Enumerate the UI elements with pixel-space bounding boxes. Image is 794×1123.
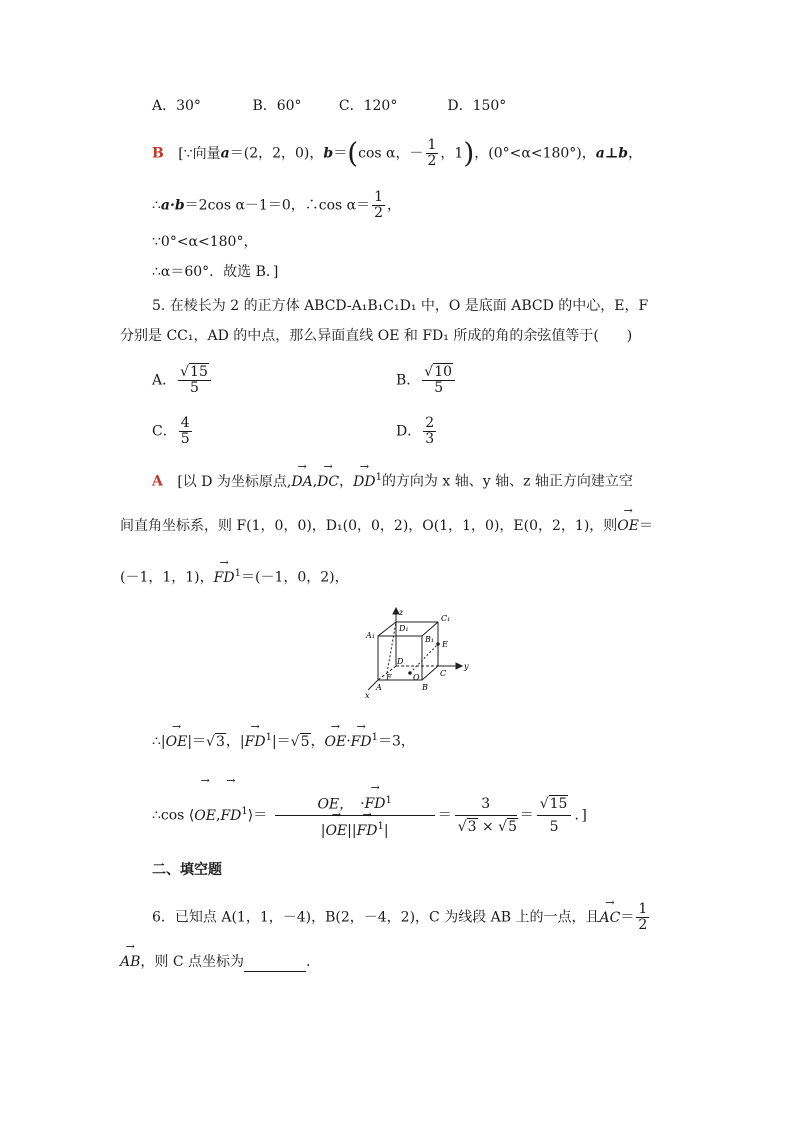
label-y: y (464, 662, 469, 671)
fraction (423, 416, 436, 447)
text: ， (339, 473, 354, 490)
label: D． (396, 423, 422, 440)
vector-OE: → OE (617, 516, 639, 536)
text: ， (310, 733, 325, 750)
text: cos α，－ (358, 145, 424, 162)
numerator: 3 (455, 793, 517, 816)
q5-option-b (396, 365, 457, 396)
vector-DA: → DA (291, 472, 312, 492)
q5-solution-line1 (152, 468, 633, 492)
denominator (455, 816, 517, 838)
q5-solution-line2 (120, 516, 653, 536)
vector-FD1: → FD (245, 732, 266, 752)
text: |＝ (187, 733, 207, 750)
label-x: x (365, 691, 370, 700)
text: × (481, 819, 494, 836)
numerator: 1 (427, 137, 437, 153)
fraction-half (636, 902, 649, 933)
numerator (537, 793, 572, 816)
text: ＝ (620, 909, 635, 926)
label-B: B (422, 683, 428, 692)
text: , (312, 473, 318, 490)
denominator: 5 (190, 380, 199, 396)
sqrt-15: √15 (539, 796, 568, 813)
text: ， (387, 197, 402, 214)
q5-cosine-line (152, 782, 587, 846)
subscript: 1 (241, 806, 248, 817)
text: ，(0°<α<180°)， (474, 145, 596, 162)
q5-stem-line2: 分别是 CC₁，AD 的中点，那么异面直线 OE 和 FD₁ 所成的角的余弦值等于( ) (120, 328, 633, 344)
q5-option-c (152, 416, 194, 447)
label-F: F (386, 673, 392, 682)
subscript: 1 (377, 821, 384, 833)
text: . (306, 954, 311, 970)
label-z: z (399, 608, 404, 617)
label: C． (152, 423, 177, 440)
q5-stem-line1: 5. 在棱长为 2 的正方体 ABCD-A₁B₁C₁D₁ 中，O 是底面 ABCD 的中心，E，F (152, 298, 649, 314)
q4-option-a: A．30° (152, 98, 201, 114)
numerator: 4 (180, 415, 190, 431)
vector-FD1: → FD (351, 732, 372, 752)
text: ＝3， (377, 733, 415, 750)
edge-A1-D1 (378, 622, 396, 636)
q4-option-c: C．120° (338, 98, 398, 114)
text: ，| (225, 733, 245, 750)
text: ， (628, 145, 643, 162)
text: · (346, 733, 351, 750)
answer-blank[interactable] (244, 957, 306, 972)
q4-solution-line3: ∵0°<α<180°， (152, 234, 258, 250)
numerator (275, 790, 435, 817)
subscript: 1 (385, 794, 392, 806)
q6-stem-line1 (152, 902, 651, 933)
label-D: D (397, 657, 404, 666)
text: ＝ (519, 807, 534, 824)
vector-AC: → AC (600, 908, 621, 928)
vector-FD1: → FD (357, 820, 378, 842)
text: |＝ (271, 733, 291, 750)
edge-B-C (422, 666, 438, 680)
vector-OE: → OE (325, 820, 347, 842)
text: ＝ (437, 807, 452, 824)
text: ，则 C 点坐标为 (140, 954, 245, 970)
radicand: 3 (467, 819, 477, 836)
label-A1: A₁ (366, 631, 375, 640)
vector-DD1: → DD (353, 472, 375, 492)
radicand: 5 (508, 819, 518, 836)
fraction (179, 416, 192, 447)
radicand: 15 (190, 364, 208, 380)
q4-option-d: D．150° (447, 98, 507, 114)
denominator: 5 (180, 431, 190, 447)
vector-FD1: → FD (214, 568, 235, 588)
vector-OE: → OE (166, 732, 188, 752)
text: ⟩＝ (247, 807, 268, 824)
label-O: O (413, 673, 420, 682)
q5-option-a (152, 365, 213, 396)
radicand: 3 (215, 733, 225, 750)
label-E: E (442, 640, 448, 649)
label-A: A (376, 683, 382, 692)
text: | (320, 822, 326, 839)
sqrt-5: √5 (498, 819, 518, 836)
radicand: 15 (549, 796, 568, 813)
sqrt: √10 (424, 364, 453, 380)
point-E (436, 642, 440, 646)
q6-stem-line2 (120, 952, 310, 972)
subscript: 1 (375, 472, 382, 483)
denominator: 2 (638, 917, 648, 933)
text: (－1，1，1)， (120, 569, 214, 586)
vector-b: b (323, 145, 334, 162)
denominator: 3 (425, 431, 435, 447)
section-title: 二、填空题 (152, 862, 222, 878)
numerator: 2 (425, 415, 435, 431)
fraction (178, 365, 211, 396)
right-paren: ) (463, 136, 475, 170)
label: B． (396, 372, 421, 389)
vector-DC: → DC (317, 472, 339, 492)
text: ∴ (152, 197, 161, 214)
sqrt-3: √3 (457, 819, 477, 836)
text: ．] (574, 807, 587, 824)
q4-solution-line2 (152, 190, 401, 221)
text: [以 D 为坐标原点, (177, 473, 292, 490)
label-C: C (440, 669, 447, 678)
text: 间直角坐标系，则 F(1，0，0)，D₁(0，0，2)，O(1，1，0)，E(0，2，1)，则 (120, 518, 618, 534)
radicand: 5 (300, 733, 310, 750)
label-B1: B₁ (425, 635, 435, 644)
fraction-result (537, 793, 572, 838)
fraction-numeric (455, 793, 517, 838)
text: · (360, 796, 365, 813)
q5-result-line (152, 728, 415, 752)
text: 的方向为 x 轴、y 轴、z 轴正方向建立空 (381, 473, 633, 490)
dot-product: a·b (160, 197, 185, 214)
text: ＝2cos α－1＝0，∴cos α＝ (184, 197, 371, 214)
edge-B1-C1 (422, 622, 438, 636)
denominator: 5 (549, 819, 559, 836)
fraction-half (426, 138, 439, 169)
numerator: 1 (374, 189, 384, 205)
fraction-half (372, 190, 385, 221)
vector-FD1: → FD (220, 786, 241, 846)
q5-answer: A (152, 473, 163, 490)
q4-solution-line4: ∴α＝60°．故选 B．] (152, 264, 279, 280)
sqrt-5: √5 (290, 733, 310, 750)
text: ∴| (152, 733, 166, 750)
q4-solution-line1 (152, 138, 642, 169)
perp-condition: a⊥b (595, 145, 629, 162)
denominator: 2 (427, 153, 437, 169)
point-O (408, 671, 412, 675)
text: 6．已知点 A(1，1，－4)，B(2，－4，2)，C 为线段 AB 上的一点，且 (152, 909, 600, 926)
sqrt: √15 (180, 364, 208, 380)
vector-FD1: → FD (365, 793, 386, 815)
denominator: 2 (374, 205, 384, 221)
q4-answer: B (152, 145, 164, 162)
vector-AB: → AB (120, 952, 140, 972)
subscript: 1 (371, 732, 378, 743)
sqrt-3: √3 (206, 733, 225, 750)
text: ＝ (638, 518, 653, 534)
fraction (422, 365, 455, 396)
numerator: 1 (638, 901, 648, 917)
text: ＝(2，2，0)， (229, 145, 324, 162)
text: [∵向量 (178, 145, 221, 162)
label-C1: C₁ (441, 614, 451, 623)
left-paren: ( (347, 136, 359, 170)
segment-F-D1 (387, 622, 396, 673)
text: ∴cos ⟨ (152, 807, 195, 824)
text: ＝ (333, 145, 348, 162)
denominator (275, 816, 435, 842)
q5-option-d (396, 416, 438, 447)
q4-options (152, 96, 506, 116)
q4-option-b: B．60° (252, 98, 302, 114)
radicand: 10 (434, 364, 453, 380)
label: A． (152, 372, 177, 389)
subscript: 1 (265, 732, 272, 743)
text: ，1 (440, 145, 464, 162)
label-D1: D₁ (399, 624, 409, 633)
y-arrow (456, 663, 462, 669)
segment-O-E (410, 644, 438, 673)
denominator: 5 (434, 380, 444, 396)
vector-OE: → OE (325, 732, 347, 752)
cube-figure (362, 606, 502, 706)
text: || (347, 822, 357, 839)
q5-solution-line3 (120, 564, 349, 588)
text: OE， (317, 796, 347, 813)
text: | (383, 822, 389, 839)
vector-OE: → OE (194, 786, 216, 846)
text: ＝(－1，0，2)， (240, 569, 349, 586)
text: , (215, 807, 221, 824)
subscript: 1 (234, 568, 241, 579)
vector-a: a (220, 145, 230, 162)
fraction-cos (275, 790, 435, 842)
